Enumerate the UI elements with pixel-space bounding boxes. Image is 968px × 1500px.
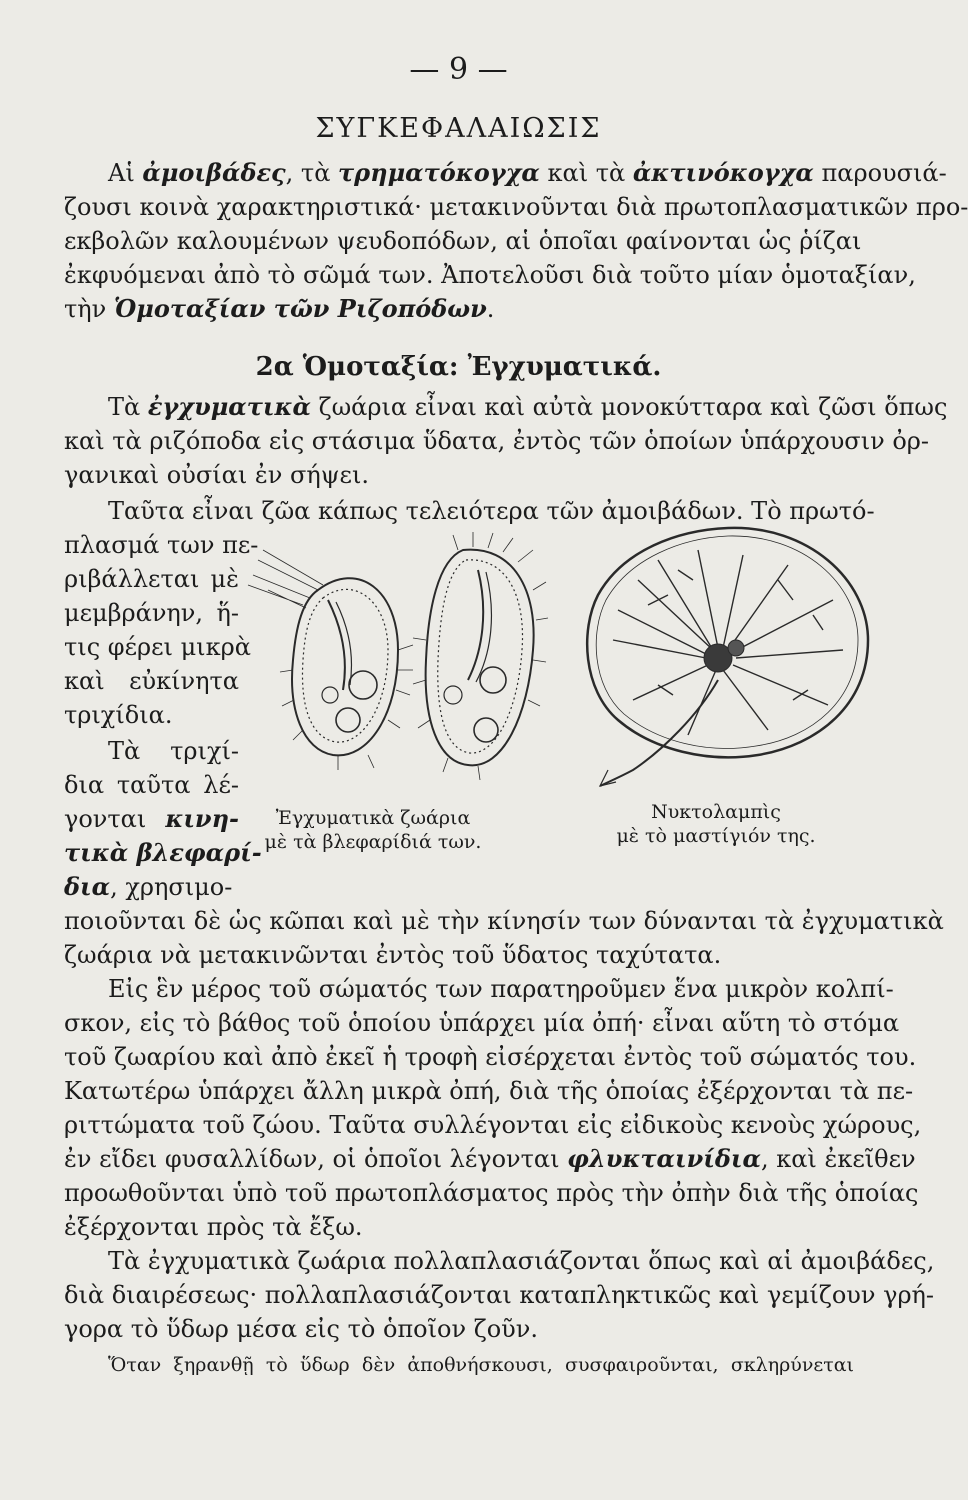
para4-line-1: Εἰς ἓν μέρος τοῦ σώματός των παρατηροῦμεν ἕνα μικρὸν κολπί- <box>108 975 894 1003</box>
para4-line-4: Κατωτέρω ὑπάρχει ἄλλη μικρὰ ὀπή, διὰ τῆς ὁποίας ἐξέρχονται τὰ πε- <box>64 1077 914 1105</box>
para2-side-line-2: ριβάλλεται μὲ <box>64 565 239 593</box>
para2-side-line-6: τριχίδια. <box>64 701 173 729</box>
para4-line-6: ἐν εἴδει φυσαλλίδων, οἱ ὁποῖοι λέγονται φλυκταινίδια, καὶ ἐκεῖθεν <box>64 1144 916 1173</box>
para4-line-3: τοῦ ζωαρίου καὶ ἀπὸ ἐκεῖ ἡ τροφὴ εἰσέρχεται ἐντὸς τοῦ σώματός του. <box>64 1043 917 1071</box>
para4-line-8: ἐξέρχονται πρὸς τὰ ἔξω. <box>64 1213 363 1241</box>
para3-side-line-3: γονται κινη- <box>64 804 239 833</box>
caption-ciliates <box>258 806 488 854</box>
para2-side-line-4: τις φέρει μικρὰ <box>64 633 251 661</box>
para2-line-1: Ταῦτα εἶναι ζῶα κάπως τελειότερα τῶν ἀμοιβάδων. Τὸ πρωτό- <box>108 497 875 525</box>
para4-line-7: προωθοῦνται ὑπὸ τοῦ πρωτοπλάσματος πρὸς τὴν ὀπὴν διὰ τῆς ὁποίας <box>64 1179 919 1207</box>
summary-line-1: Αἱ ἀμοιβάδες, τὰ τρηματόκογχα καὶ τὰ ἀκτινόκογχα παρουσιά- <box>108 158 947 187</box>
para1-line-2: καὶ τὰ ριζόποδα εἰς στάσιμα ὕδατα, ἐντὸς τῶν ὁποίων ὑπάρχουσιν ὀρ- <box>64 427 929 455</box>
para3-side-line-5: δια, χρησιμο- <box>64 872 233 901</box>
caption-ciliates-line-1: Ἐγχυματικὰ ζωάρια <box>275 807 471 829</box>
para6-line-1: Ὅταν ξηρανθῇ τὸ ὕδωρ δὲν ἀποθνήσκουσι, συσφαιροῦνται, σκληρύνεται <box>108 1354 854 1376</box>
summary-line-5: τὴν Ὁμοταξίαν τῶν Ριζοπόδων. <box>64 294 495 323</box>
para5-line-1: Τὰ ἐγχυματικὰ ζωάρια πολλαπλασιάζονται ὅπως καὶ αἱ ἀμοιβάδες, <box>108 1247 935 1275</box>
summary-line-4: ἐκφυόμεναι ἀπὸ τὸ σῶμά των. Ἀποτελοῦσι διὰ τοῦτο μίαν ὁμοταξίαν, <box>64 261 916 289</box>
para3-side-line-2: δια ταῦτα λέ- <box>64 771 239 799</box>
para3-side-line-1: Τὰ τριχί- <box>108 737 239 765</box>
para3-line-2: ζωάρια νὰ μετακινῶνται ἐντὸς τοῦ ὕδατος ταχύτατα. <box>64 941 722 969</box>
caption-ciliates-line-2: μὲ τὰ βλεφαρίδιά των. <box>264 831 482 853</box>
ciliates-illustration <box>248 530 558 790</box>
class-heading: 2α Ὁμοταξία: Ἐγχυματικά. <box>255 352 662 382</box>
para1-line-3: γανικαὶ οὐσίαι ἐν σήψει. <box>64 461 370 489</box>
summary-line-2: ζουσι κοινὰ χαρακτηριστικά· μετακινοῦνται διὰ πρωτοπλασματικῶν προ- <box>64 193 968 221</box>
caption-noctiluca <box>596 800 836 848</box>
section-title: ΣΥΓΚΕΦΑΛΑΙΩΣΙΣ <box>315 113 602 144</box>
para5-line-3: γορα τὸ ὕδωρ μέσα εἰς τὸ ὁποῖον ζοῦν. <box>64 1315 538 1343</box>
para2-side-line-5: καὶ εὐκίνητα <box>64 667 239 695</box>
para4-line-5: ριττώματα τοῦ ζώου. Ταῦτα συλλέγονται εἰς εἰδικοὺς κενοὺς χώρους, <box>64 1111 922 1139</box>
para2-side-line-1: πλασμά των πε- <box>64 531 259 559</box>
summary-line-3: εκβολῶν καλουμένων ψευδοπόδων, αἱ ὁποῖαι φαίνονται ὡς ῥίζαι <box>64 227 862 255</box>
para1-line-1: Τὰ ἐγχυματικὰ ζωάρια εἶναι καὶ αὐτὰ μονοκύτταρα καὶ ζῶσι ὅπως <box>108 392 948 421</box>
para3-line-1: ποιοῦνται δὲ ὡς κῶπαι καὶ μὲ τὴν κίνησίν των δύνανται τὰ ἐγχυματικὰ <box>64 907 944 935</box>
caption-noctiluca-line-2: μὲ τὸ μαστίγιόν της. <box>616 825 816 847</box>
para2-side-line-3: μεμβράνην, ἥ- <box>64 599 239 627</box>
ciliate-left <box>248 550 413 770</box>
para4-line-2: σκον, εἰς τὸ βάθος τοῦ ὁποίου ὑπάρχει μία ὀπή· εἶναι αὕτη τὸ στόμα <box>64 1009 900 1037</box>
para3-side-line-4: τικὰ βλεφαρί- <box>64 838 262 867</box>
caption-noctiluca-line-1: Νυκτολαμπὶς <box>651 801 781 823</box>
para5-line-2: διὰ διαιρέσεως· πολλαπλασιάζονται καταπληκτικῶς καὶ γεμίζουν γρή- <box>64 1281 935 1309</box>
ciliate-right <box>413 532 548 780</box>
page-number: — 9 — <box>409 52 508 87</box>
noctiluca-illustration <box>578 520 878 800</box>
